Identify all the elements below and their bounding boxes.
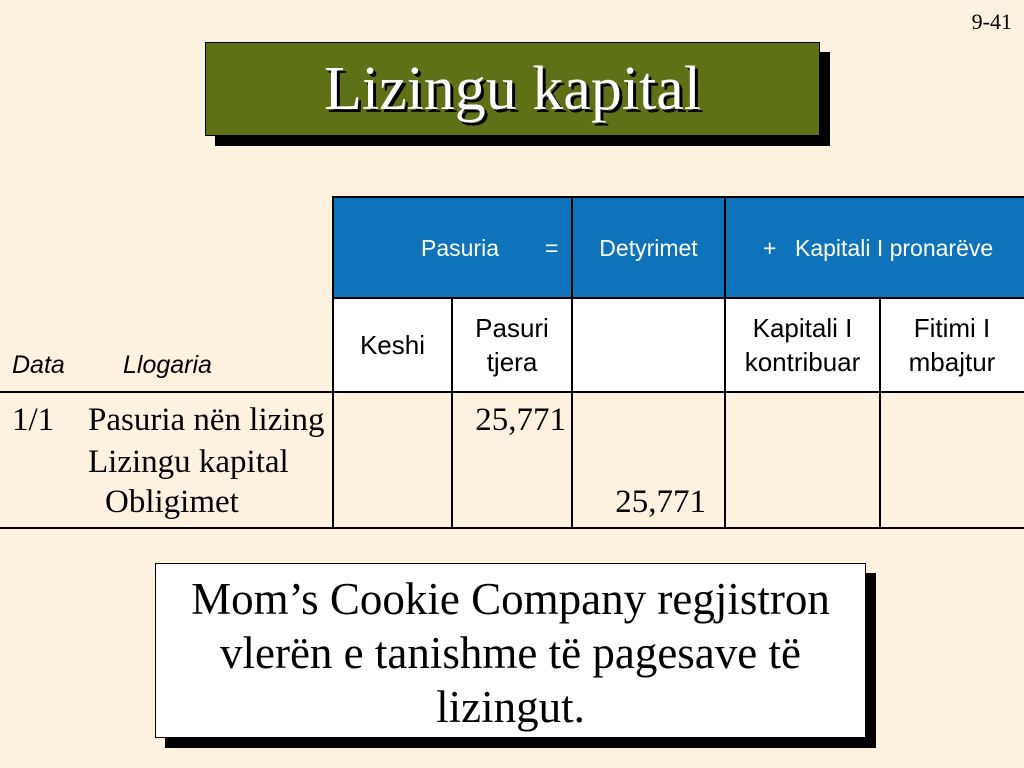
column-head-retained-earnings-line-1: Fitimi I	[913, 313, 991, 343]
caption-line-2: vlerën e tanishme të pagesave të	[220, 628, 801, 678]
header-liabilities: Detyrimet	[599, 235, 698, 261]
entry-1-account: Pasuria nën lizing	[88, 402, 325, 438]
caption-line-3: lizingut.	[436, 682, 585, 732]
column-head-other-assets	[452, 298, 572, 392]
header-assets: Pasuria	[421, 235, 499, 261]
column-head-retained-earnings	[880, 298, 1024, 392]
header-equals-sign: =	[545, 235, 559, 261]
column-head-other-assets-line-2: tjera	[486, 347, 538, 377]
caption-box	[155, 563, 866, 738]
page-number: 9-41	[971, 9, 1012, 34]
header-plus-sign: +	[763, 235, 777, 261]
column-head-cash-label: Keshi	[359, 330, 426, 360]
entry-3-account: Obligimet	[105, 484, 239, 520]
column-head-date: Data	[12, 351, 65, 379]
column-head-account: Llogaria	[123, 351, 212, 379]
entry-2-account: Lizingu kapital	[88, 444, 289, 480]
entry-1-date: 1/1	[12, 402, 55, 438]
column-head-other-assets-line-1: Pasuri	[475, 313, 549, 343]
entry-1-other-assets-value: 25,771	[475, 402, 566, 438]
title-box	[205, 42, 820, 136]
column-head-retained-earnings-line-2: mbajtur	[908, 347, 996, 377]
entry-3-liabilities-value: 25,771	[615, 484, 706, 520]
column-head-contributed-capital	[725, 298, 880, 392]
slide-title: Lizingu kapital	[323, 55, 702, 123]
column-head-cash	[333, 298, 452, 392]
column-head-contributed-capital-line-1: Kapitali I	[752, 313, 853, 343]
table-rule-bottom	[0, 527, 1024, 529]
column-head-contributed-capital-line-2: kontribuar	[744, 347, 861, 377]
table-rule-top	[333, 196, 1024, 198]
caption-line-1: Mom’s Cookie Company regjistron	[191, 574, 830, 624]
header-equity: Kapitali I pronarëve	[795, 235, 994, 261]
